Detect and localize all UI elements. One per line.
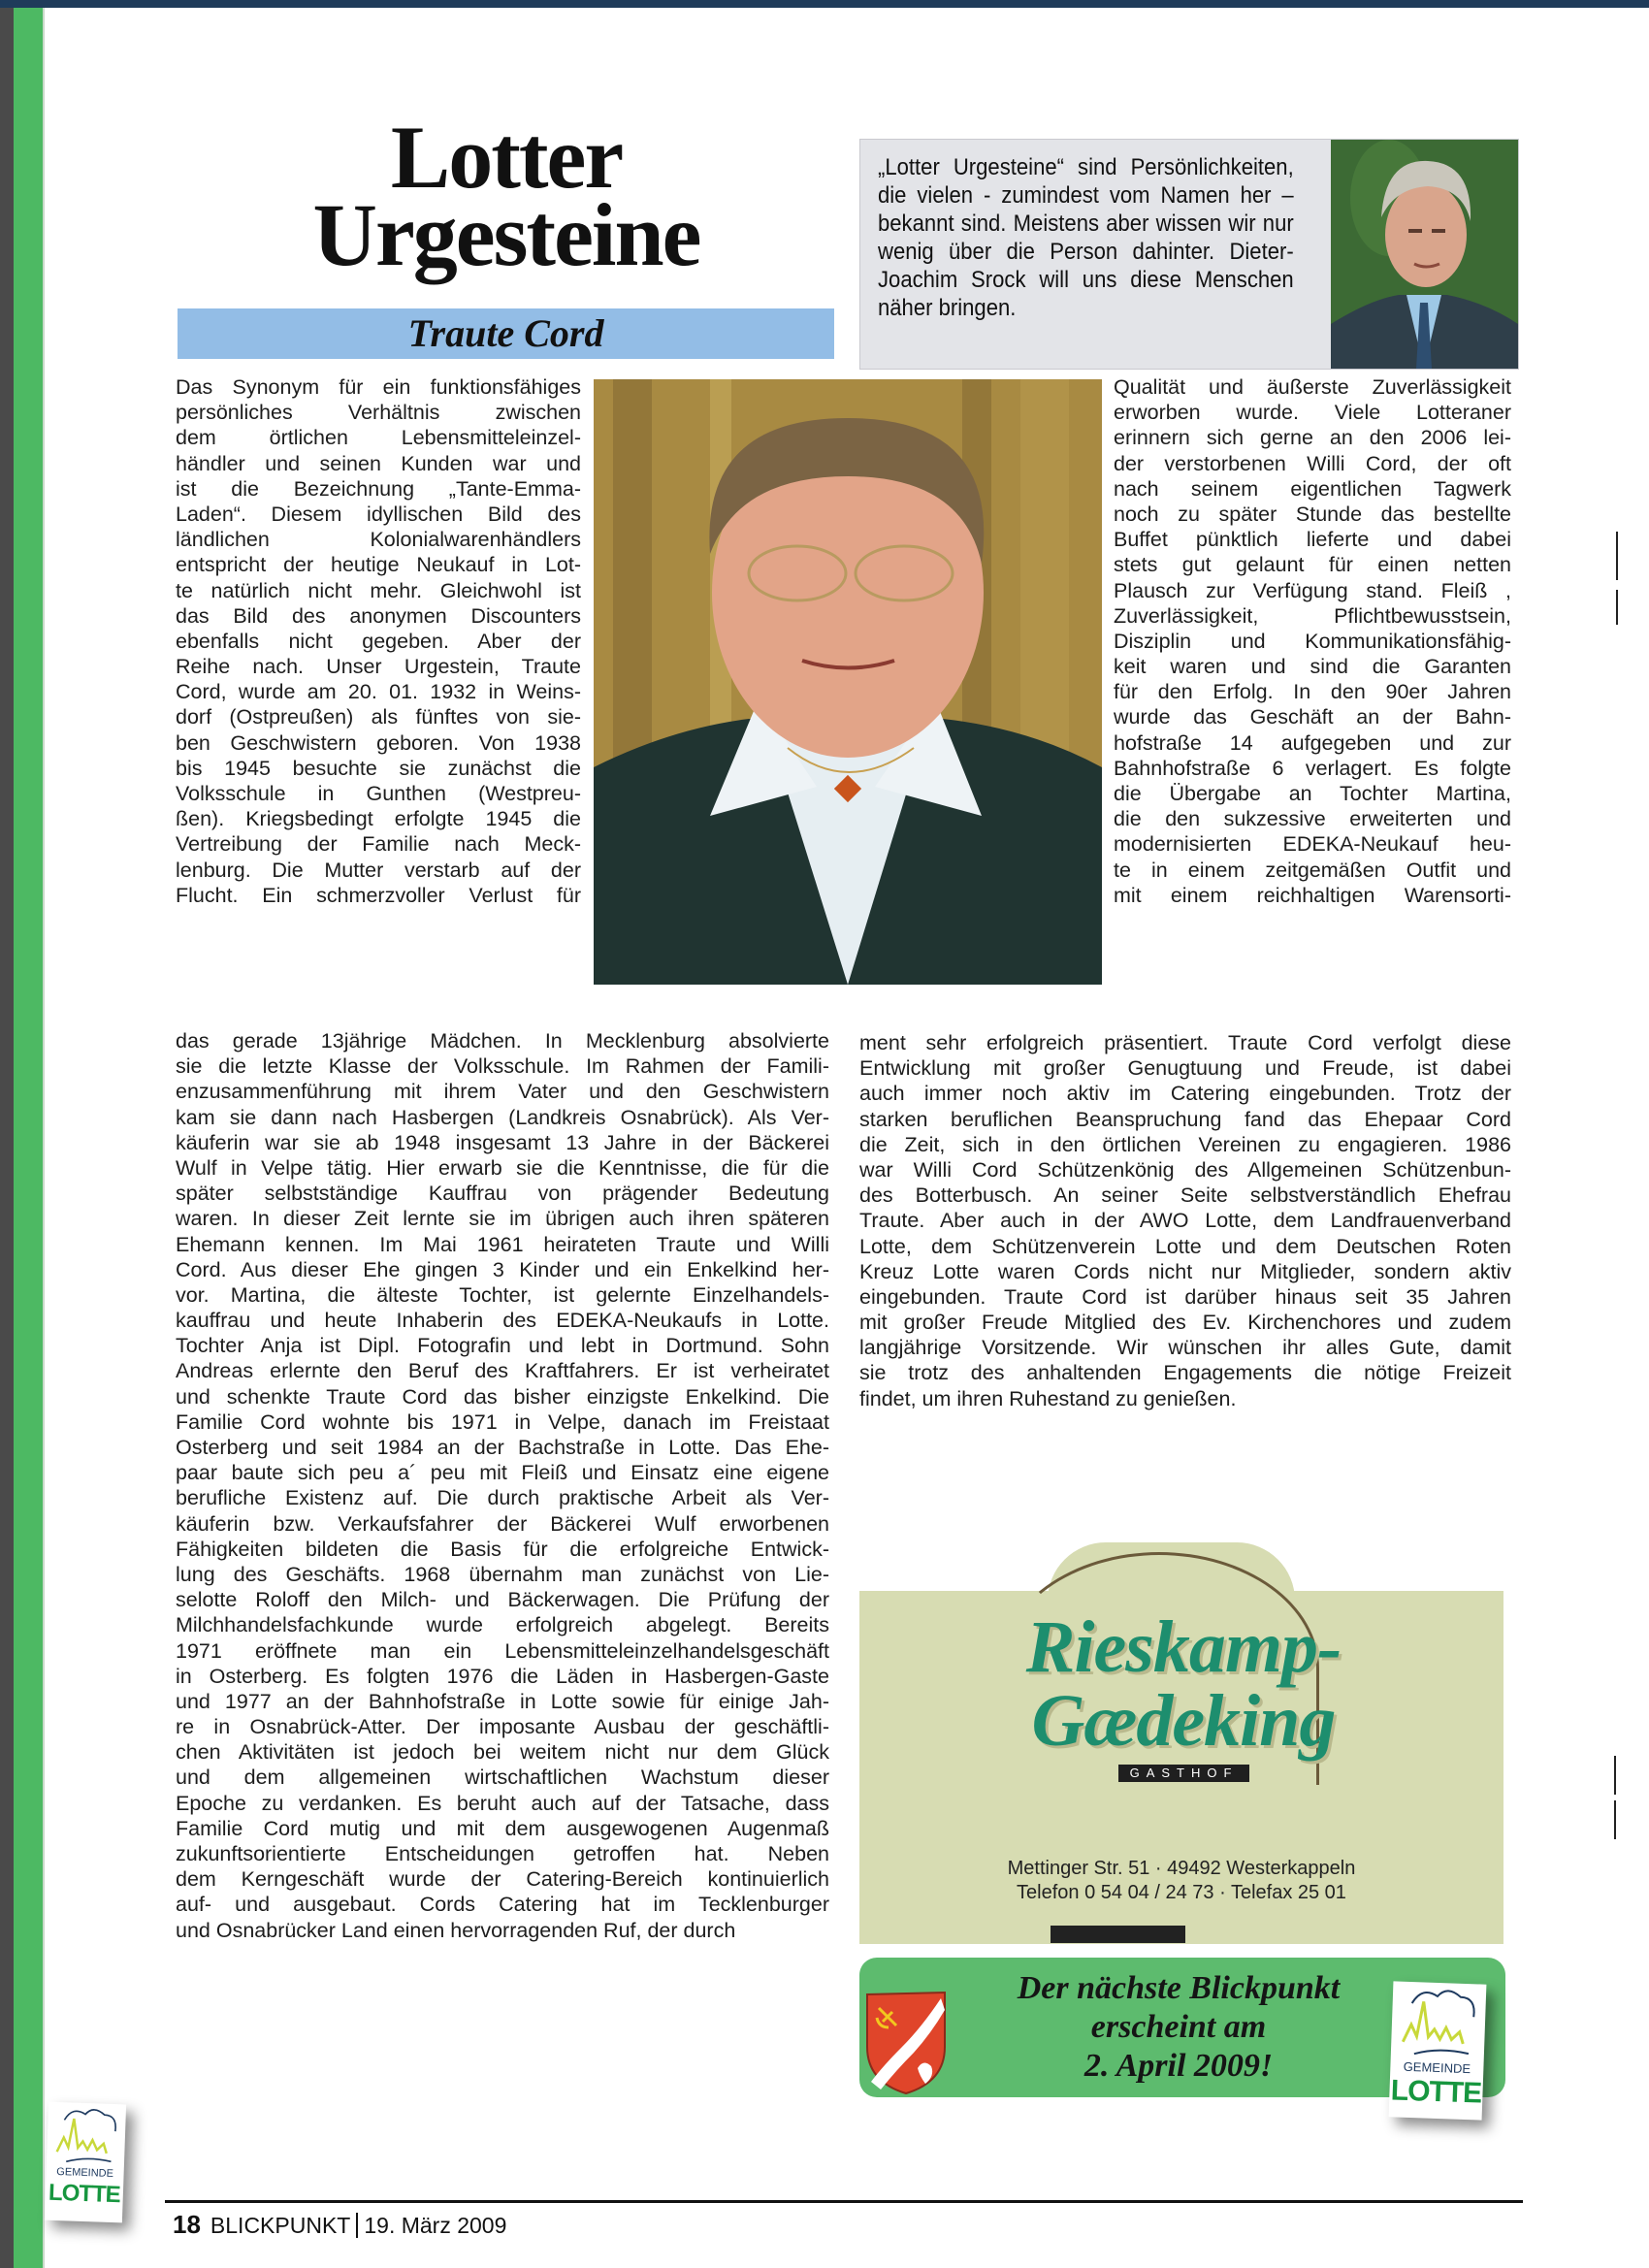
article-line: persönliches Verhältnis zwischen xyxy=(176,401,581,425)
article-line: Cord. Aus dieser Ehe gingen 3 Kinder und ein Enkelkind her- xyxy=(176,1257,829,1281)
article-line: auch immer noch aktiv im Catering eingebunden. Trotz der xyxy=(859,1082,1511,1106)
article-line: Wulf in Velpe tätig. Hier erwarb sie die Kenntnisse, die für die xyxy=(176,1155,829,1180)
article-line: erworben wurde. Viele Lotteraner xyxy=(1114,401,1511,425)
title-line-1: Lotter xyxy=(390,108,623,207)
article-line: später selbstständige Kauffrau von prägender Bedeutung xyxy=(176,1182,829,1206)
article-line: und schenkte Traute Cord das bisher einzigste Enkelkind. Die xyxy=(176,1384,829,1409)
subtitle-bar xyxy=(178,308,834,359)
article-column-right-lower xyxy=(859,1030,1511,1411)
article-line: Fähigkeiten bildeten die Basis für die erfolgreiche Entwick- xyxy=(176,1537,829,1561)
article-line: kam sie dann nach Hasbergen (Landkreis Osnabrück). Als Ver- xyxy=(176,1105,829,1129)
article-line: dorf (Ostpreußen) als fünftes von sie- xyxy=(176,705,581,729)
next-issue-text xyxy=(980,1969,1377,2086)
article-line: ben Geschwistern geboren. Von 1938 xyxy=(176,730,581,755)
article-line: ist die Bezeichnung „Tante-Emma- xyxy=(176,476,581,501)
logo-lotte-text: LOTTE xyxy=(48,2179,121,2209)
article-line: sie die letzte Klasse der Volksschule. Im Rahmen der Famili- xyxy=(176,1054,829,1079)
article-line: Tochter Anja ist Dipl. Fotografin und lebt in Dortmund. Sohn xyxy=(176,1334,829,1358)
article-line: ebenfalls nicht gegeben. Aber der xyxy=(176,629,581,653)
article-line: Laden“. Diesem idyllischen Bild des xyxy=(176,502,581,526)
article-line: ßen). Kriegsbedingt erfolgte 1945 die xyxy=(176,807,581,831)
article-line: Reihe nach. Unser Urgestein, Traute xyxy=(176,655,581,679)
article-line: Ehemann kennen. Im Mai 1961 heirateten Traute und Willi xyxy=(176,1232,829,1256)
gemeinde-lotte-logo xyxy=(1389,1981,1487,2120)
article-line: Disziplin und Kommunikationsfähig- xyxy=(1114,629,1511,653)
article-column-left-upper xyxy=(176,374,581,908)
author-portrait-image xyxy=(1331,140,1518,369)
article-line: noch zu später Stunde das bestellte xyxy=(1114,502,1511,526)
article-line: Entwicklung mit großer Genugtuung und Freude, ist dabei xyxy=(859,1056,1511,1081)
next-issue-line2: erscheint am xyxy=(1090,2009,1267,2045)
article-line: Zuverlässigkeit, Pflichtbewusstsein, xyxy=(1114,603,1511,628)
article-line: selotte Roloff den Milch- und Bäckerwagen. Die Prüfung der xyxy=(176,1588,829,1612)
article-line: re in Osnabrück-Atter. Der imposante Ausbau der geschäftli- xyxy=(176,1715,829,1739)
article-line: chen Aktivitäten ist jedoch bei weitem nicht nur dem Glück xyxy=(176,1740,829,1765)
article-line: keit waren und sind die Garanten xyxy=(1114,655,1511,679)
footer-separator xyxy=(356,2213,358,2238)
article-line: auf- und ausgebaut. Cords Catering hat im Tecklenburger xyxy=(176,1893,829,1917)
ad-gasthof-name-line2: Gædeking xyxy=(1031,1680,1336,1762)
article-line: findet, um ihren Ruhestand zu genießen. xyxy=(859,1386,1237,1410)
lotte-skyline-icon xyxy=(47,2102,126,2169)
ad-gasthof-name-line1: Rieskamp- xyxy=(1025,1606,1342,1688)
intro-text: „Lotter Urgesteine“ sind Persönlichkeiten, die vielen - zumindest vom Namen her – bekannt sind. Meistens aber wissen wir nur wenig über die Person dahinter. Dieter-Joachim Srock will uns diese Menschen näher bringen. xyxy=(878,154,1294,321)
article-line: Lotte, dem Schützenverein Lotte und dem Deutschen Roten xyxy=(859,1234,1511,1258)
article-line: entspricht der heutige Neukauf in Lot- xyxy=(176,553,581,577)
article-line: dem örtlichen Lebensmitteleinzel- xyxy=(176,426,581,450)
page-edge-shadow xyxy=(43,8,45,2268)
margin-mark xyxy=(1616,590,1618,625)
margin-mark xyxy=(1614,1800,1616,1839)
article-line: käuferin bzw. Verkaufsfahrer der Bäckerei Wulf erworbenen xyxy=(176,1511,829,1536)
article-line: modernisierten EDEKA-Neukauf heu- xyxy=(1114,832,1511,857)
next-issue-line3: 2. April 2009! xyxy=(1083,2048,1274,2084)
gemeinde-lotte-logo-side xyxy=(45,2102,126,2223)
article-line: und Osnabrücker Land einen hervorragenden Ruf, der durch xyxy=(176,1918,736,1942)
article-line: langjährige Vorsitzende. Wir wünschen ihr alles Gute, damit xyxy=(859,1336,1511,1360)
article-line: mit einem reichhaltigen Warensorti- xyxy=(1114,883,1511,907)
article-line: mit großer Freude Mitglied des Ev. Kirchenchores und zudem xyxy=(859,1311,1511,1335)
article-line: Osterberg und seit 1984 an der Bachstraße in Lotte. Das Ehe- xyxy=(176,1436,829,1459)
article-line: die Zeit, sich in den örtlichen Vereinen zu engagieren. 1986 xyxy=(859,1132,1511,1156)
article-subtitle: Traute Cord xyxy=(407,311,604,355)
author-photo xyxy=(1331,140,1518,369)
coat-of-arms-icon xyxy=(863,1989,949,2095)
article-line: das Bild des anonymen Discounters xyxy=(176,603,581,628)
ad-gasthof-label: GASTHOF xyxy=(1118,1765,1249,1782)
article-line: in Osterberg. Es folgten 1976 die Läden in Hasbergen-Gaste xyxy=(176,1664,829,1688)
article-line: Flucht. Ein schmerzvoller Verlust für xyxy=(176,883,581,907)
article-line: ment sehr erfolgreich präsentiert. Traute Cord verfolgt diese xyxy=(859,1031,1511,1054)
article-line: Plausch zur Verfügung stand. Fleiß , xyxy=(1114,578,1511,602)
article-line: bis 1945 besuchte sie zunächst die xyxy=(176,756,581,780)
article-line: und 1977 an der Bahnhofstraße in Lotte sowie für einige Jah- xyxy=(176,1689,829,1713)
article-line: te in einem zeitgemäßen Outfit und xyxy=(1114,858,1511,882)
article-line: Epoche zu verdanken. Es beruht auch auf der Tatsache, dass xyxy=(176,1791,829,1815)
page-number: 18 xyxy=(173,2210,201,2239)
ad-gasthof-address: Mettinger Str. 51 · 49492 Westerkappeln xyxy=(1007,1858,1356,1879)
article-line: lenburg. Die Mutter verstarb auf der xyxy=(176,858,581,882)
scan-border-left xyxy=(0,8,14,2268)
article-line: das gerade 13jährige Mädchen. In Mecklenburg absolvierte xyxy=(176,1029,829,1053)
article-line: Cord, wurde am 20. 01. 1932 in Weins- xyxy=(176,680,581,704)
article-line: Qualität und äußerste Zuverlässigkeit xyxy=(1114,375,1511,399)
article-line: war Willi Cord Schützenkönig des Allgemeinen Schützenbun- xyxy=(859,1157,1511,1182)
logo-lotte-text: LOTTE xyxy=(1390,2074,1482,2110)
article-line: Bahnhofstraße 6 verlagert. Es folgte xyxy=(1114,756,1511,780)
article-line: und dem allgemeinen wirtschaftlichen Wachstum dieser xyxy=(176,1766,829,1790)
article-line: der verstorbenen Willi Cord, der oft xyxy=(1114,451,1511,475)
logo-gemeinde-text: GEMEINDE xyxy=(56,2165,114,2181)
ad-gasthof-logo xyxy=(980,1606,1387,1762)
article-line: starken beruflichen Beanspruchung fand das Ehepaar Cord xyxy=(859,1107,1511,1131)
article-line: Traute. Aber auch in der AWO Lotte, dem Landfrauenverband xyxy=(859,1209,1511,1233)
article-line: zukunftsorientierte Entscheidungen getroffen hat. Neben xyxy=(176,1842,829,1865)
article-line: Das Synonym für ein funktionsfähiges xyxy=(176,375,581,399)
article-line: Vertreibung der Familie nach Meck- xyxy=(176,832,581,857)
article-line: berufliche Existenz auf. Die durch praktische Arbeit als Ver- xyxy=(176,1486,829,1510)
green-spine-stripe xyxy=(14,8,43,2268)
footer-rule xyxy=(165,2200,1523,2203)
article-line: Andreas erlernte den Beruf des Kraftfahrers. Er ist verheiratet xyxy=(176,1359,829,1383)
article-line: Milchhandelsfachkunde wurde erfolgreich abgelegt. Bereits xyxy=(176,1613,829,1637)
article-line: ländlichen Kolonialwarenhändlers xyxy=(176,528,581,552)
article-column-left-lower xyxy=(176,1028,829,1943)
article-line: vor. Martina, die älteste Tochter, ist gelernte Einzelhandels- xyxy=(176,1282,829,1307)
article-line: dem Kerngeschäft wurde der Catering-Bereich kontinuierlich xyxy=(176,1867,829,1892)
title-line-2: Urgesteine xyxy=(312,185,700,284)
ad-gasthof-contact xyxy=(859,1857,1504,1905)
article-line: paar baute sich peu a´ peu mit Fleiß und Einsatz eine eigene xyxy=(176,1461,829,1485)
article-line: Familie Cord wohnte bis 1971 in Velpe, danach im Freistaat xyxy=(176,1409,829,1434)
article-line: te natürlich nicht mehr. Gleichwohl ist xyxy=(176,578,581,602)
ad-gasthof-bar xyxy=(1051,1926,1185,1943)
scan-border-top xyxy=(0,0,1649,8)
article-line: lung des Geschäfts. 1968 übernahm man zunächst von Lie- xyxy=(176,1562,829,1586)
issue-date: 19. März 2009 xyxy=(364,2213,507,2238)
intro-box xyxy=(859,139,1519,370)
article-line: nach seinem eigentlichen Tagwerk xyxy=(1114,476,1511,501)
article-line: kauffrau und heute Inhaberin des EDEKA-Neukaufs in Lotte. xyxy=(176,1309,829,1333)
article-line: die Übergabe an Tochter Martina, xyxy=(1114,782,1511,805)
margin-mark xyxy=(1616,532,1618,580)
article-line: Familie Cord mutig und mit dem ausgewogenen Augenmaß xyxy=(176,1816,829,1840)
margin-mark xyxy=(1614,1756,1616,1795)
article-line: händler und seinen Kunden war und xyxy=(176,451,581,475)
logo-gemeinde-text: GEMEINDE xyxy=(1403,2058,1471,2077)
article-line: erinnern sich gerne an den 2006 lei- xyxy=(1114,426,1511,450)
article-line: eingebunden. Traute Cord ist darüber hinaus seit 35 Jahren xyxy=(859,1284,1511,1309)
article-line: Volksschule in Gunthen (Westpreu- xyxy=(176,782,581,805)
article-line: waren. In dieser Zeit lernte sie im übrigen auch ihren späteren xyxy=(176,1207,829,1231)
article-line: des Botterbusch. An seiner Seite selbstverständlich Ehefrau xyxy=(859,1183,1511,1208)
publication-name: BLICKPUNKT xyxy=(210,2213,351,2238)
article-line: die den sukzessive erweiterten und xyxy=(1114,807,1511,831)
article-line: stets gut gelaunt für einen netten xyxy=(1114,553,1511,577)
lotte-skyline-icon xyxy=(1391,1981,1487,2061)
portrait-image xyxy=(594,379,1102,985)
article-line: hofstraße 14 aufgegeben und zur xyxy=(1114,730,1511,755)
article-title xyxy=(177,108,836,284)
article-line: sie trotz des anhaltenden Engagements die nötige Freizeit xyxy=(859,1361,1511,1385)
article-line: 1971 eröffnete man ein Lebensmitteleinzelhandelsgeschäft xyxy=(176,1638,829,1663)
article-line: wurde das Geschäft an der Bahn- xyxy=(1114,705,1511,729)
ad-gasthof-phone: Telefon 0 54 04 / 24 73 · Telefax 25 01 xyxy=(1017,1882,1346,1903)
article-line: Buffet pünktlich lieferte und dabei xyxy=(1114,528,1511,552)
page-footer xyxy=(173,2210,506,2240)
article-line: enzusammenführung mit ihrem Vater und den Geschwistern xyxy=(176,1080,829,1104)
next-issue-line1: Der nächste Blickpunkt xyxy=(1017,1970,1341,2006)
traute-cord-portrait xyxy=(594,379,1102,985)
article-line: käuferin war sie ab 1948 insgesamt 13 Jahre in der Bäckerei xyxy=(176,1130,829,1154)
article-line: für den Erfolg. In den 90er Jahren xyxy=(1114,680,1511,704)
article-column-right-upper xyxy=(1114,374,1511,908)
article-line: Kreuz Lotte waren Cords nicht nur Mitglieder, sondern aktiv xyxy=(859,1259,1511,1283)
